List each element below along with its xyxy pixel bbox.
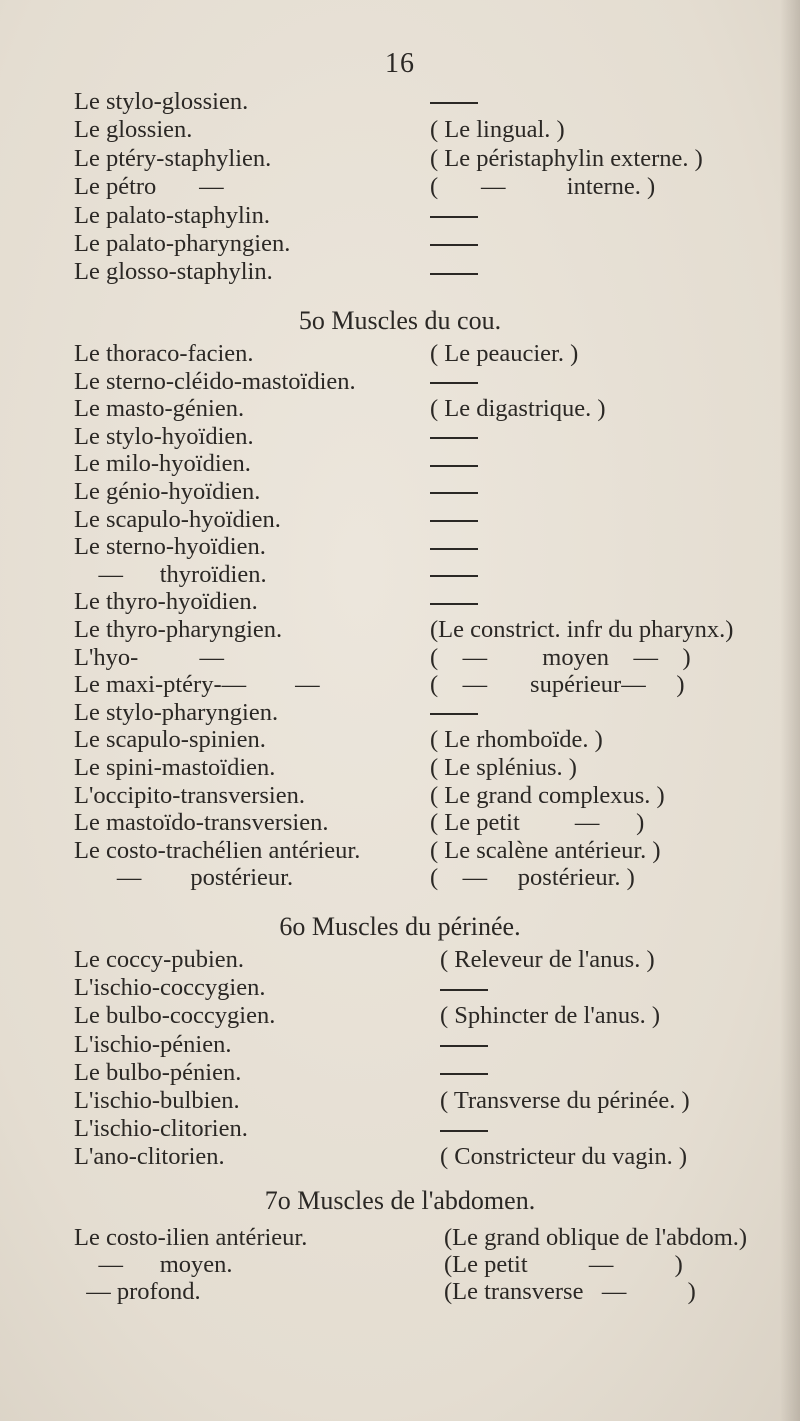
section6-left-line: L'ischio-coccygien. — [74, 974, 266, 1002]
section5-right-line: ( — postérieur. ) — [430, 864, 635, 892]
ditto-rule — [440, 1045, 488, 1047]
section5-left-line: Le génio-hyoïdien. — [74, 477, 261, 505]
section5-left-line: Le stylo-pharyngien. — [74, 698, 279, 726]
section6-right-line — [440, 1059, 690, 1087]
section6-left-line: L'ischio-clitorien. — [74, 1115, 248, 1143]
section5-right-line: ( Le petit — ) — [430, 809, 645, 837]
section6-right-line — [440, 1115, 690, 1143]
section5-left-line: Le costo-trachélien antérieur. — [74, 836, 361, 864]
section5-left-line: — thyroïdien. — [74, 560, 267, 588]
ditto-rule — [430, 520, 478, 522]
ditto-rule — [430, 216, 478, 218]
section5-right-line: ( Le peaucier. ) — [430, 340, 579, 367]
block1-right-line — [430, 202, 703, 230]
page-number: 16 — [385, 48, 415, 79]
section5-right-line: ( Le scalène antérieur. ) — [430, 836, 661, 864]
section5-left-line: Le sterno-hyoïdien. — [74, 533, 266, 561]
block1-right-line — [430, 258, 703, 286]
section5-right-line — [430, 478, 733, 506]
section5-left-line: Le scapulo-spinien. — [74, 726, 266, 754]
section7-left-line: — moyen. — [74, 1251, 233, 1278]
block1-left-line: Le palato-staphylin. — [74, 201, 270, 229]
section6-right-line: ( Transverse du périnée. ) — [440, 1086, 690, 1114]
section6-left-line: Le coccy-pubien. — [74, 946, 245, 973]
ditto-rule — [430, 244, 478, 246]
section5-right-line: ( — moyen — ) — [430, 643, 691, 671]
ditto-rule — [430, 713, 478, 715]
section7-title-text: 7o Muscles de l'abdomen. — [264, 1186, 536, 1215]
block1-left-line: Le pétro — — [74, 173, 224, 201]
section5-right-line — [430, 423, 733, 451]
section7-left-line: Le costo-ilien antérieur. — [74, 1224, 308, 1251]
section5-left-line: Le stylo-hyoïdien. — [74, 422, 254, 450]
ditto-rule — [430, 492, 478, 494]
section6-title-text: 6o Muscles du périnée. — [279, 912, 521, 941]
ditto-rule — [430, 437, 478, 439]
section5-left-line: — postérieur. — [74, 864, 294, 892]
section5-right-line: ( — supérieur— ) — [430, 671, 685, 699]
section5-left-line: Le thyro-pharyngien. — [74, 615, 283, 643]
section7-right-column — [444, 1224, 747, 1305]
section5-left-line: L'occipito-transversien. — [74, 781, 305, 809]
section5-right-line — [430, 450, 733, 478]
section5-right-line: ( Le digastrique. ) — [430, 395, 606, 423]
section5-left-line: Le thoraco-facien. — [74, 340, 254, 367]
section5-left-column — [74, 340, 360, 892]
section7-right-line: (Le grand oblique de l'abdom.) — [444, 1224, 748, 1251]
section5-right-line — [430, 368, 733, 396]
section6-left-line: L'ischio-bulbien. — [74, 1086, 240, 1114]
section6-right-line — [440, 974, 690, 1002]
section6-left-line: L'ischio-pénien. — [74, 1030, 232, 1058]
section5-left-line: Le spini-mastoïdien. — [74, 753, 276, 781]
section7-right-line: (Le petit — ) — [444, 1251, 683, 1278]
section5-left-line: L'hyo- — — [74, 643, 225, 671]
block1-left-line: Le ptéry-staphylien. — [74, 144, 272, 172]
ditto-rule — [430, 382, 478, 384]
section5-title-text: 5o Muscles du cou. — [298, 306, 502, 335]
section5-right-line — [430, 561, 733, 589]
block1-left-column — [74, 88, 290, 287]
section6-left-column — [74, 946, 275, 1172]
block1-right-line: ( Le lingual. ) — [430, 116, 565, 144]
block1-left-line: Le palato-pharyngien. — [74, 229, 291, 257]
section6-right-line: ( Sphincter de l'anus. ) — [440, 1002, 661, 1030]
section5-right-line — [430, 588, 733, 616]
section7-left-column — [74, 1224, 307, 1305]
section5-left-line: Le thyro-hyoïdien. — [74, 588, 258, 616]
section5-right-line — [430, 506, 733, 534]
section5-right-line: ( Le grand complexus. ) — [430, 781, 665, 809]
section5-left-line: Le sterno-cléido-mastoïdien. — [74, 367, 356, 395]
ditto-rule — [440, 989, 488, 991]
section6-right-column — [440, 946, 690, 1172]
ditto-rule — [430, 102, 478, 104]
section6-left-line: Le bulbo-coccygien. — [74, 1002, 276, 1030]
ditto-rule — [430, 603, 478, 605]
section5-right-line — [430, 533, 733, 561]
section6-right-line: ( Releveur de l'anus. ) — [440, 946, 655, 973]
section5-right-line: ( Le rhomboïde. ) — [430, 726, 603, 754]
block1-left-line: Le glossien. — [74, 116, 193, 144]
section6-left-line: Le bulbo-pénien. — [74, 1058, 242, 1086]
ditto-rule — [430, 465, 478, 467]
section7-title — [0, 1186, 800, 1216]
section5-right-column — [430, 340, 733, 892]
block1-right-column — [430, 88, 703, 287]
section5-title — [0, 306, 800, 336]
section7-left-line: — profond. — [74, 1278, 201, 1305]
section5-left-line: Le maxi-ptéry-— — — [74, 671, 320, 699]
ditto-rule — [430, 273, 478, 275]
section7-right-line: (Le transverse — ) — [444, 1278, 696, 1305]
section5-right-line: (Le constrict. infr du pharynx.) — [430, 615, 734, 643]
block1-right-line — [430, 230, 703, 258]
block1-right-line: ( Le péristaphylin externe. ) — [430, 144, 703, 172]
section5-right-line: ( Le splénius. ) — [430, 753, 577, 781]
section6-right-line: ( Constricteur du vagin. ) — [440, 1143, 687, 1171]
ditto-rule — [430, 575, 478, 577]
ditto-rule — [440, 1073, 488, 1075]
ditto-rule — [430, 548, 478, 550]
block1-right-line — [430, 88, 703, 116]
block1-left-line: Le stylo-glossien. — [74, 88, 249, 115]
section5-left-line: Le milo-hyoïdien. — [74, 450, 251, 478]
ditto-rule — [440, 1130, 488, 1132]
section5-left-line: Le scapulo-hyoïdien. — [74, 505, 281, 533]
section6-right-line — [440, 1031, 690, 1059]
section6-left-line: L'ano-clitorien. — [74, 1143, 225, 1171]
section5-left-line: Le masto-génien. — [74, 395, 245, 423]
section5-left-line: Le mastoïdo-transversien. — [74, 809, 329, 837]
block1-left-line: Le glosso-staphylin. — [74, 258, 273, 286]
block1-right-line: ( — interne. ) — [430, 173, 656, 201]
section6-title — [0, 912, 800, 942]
section5-right-line — [430, 699, 733, 727]
